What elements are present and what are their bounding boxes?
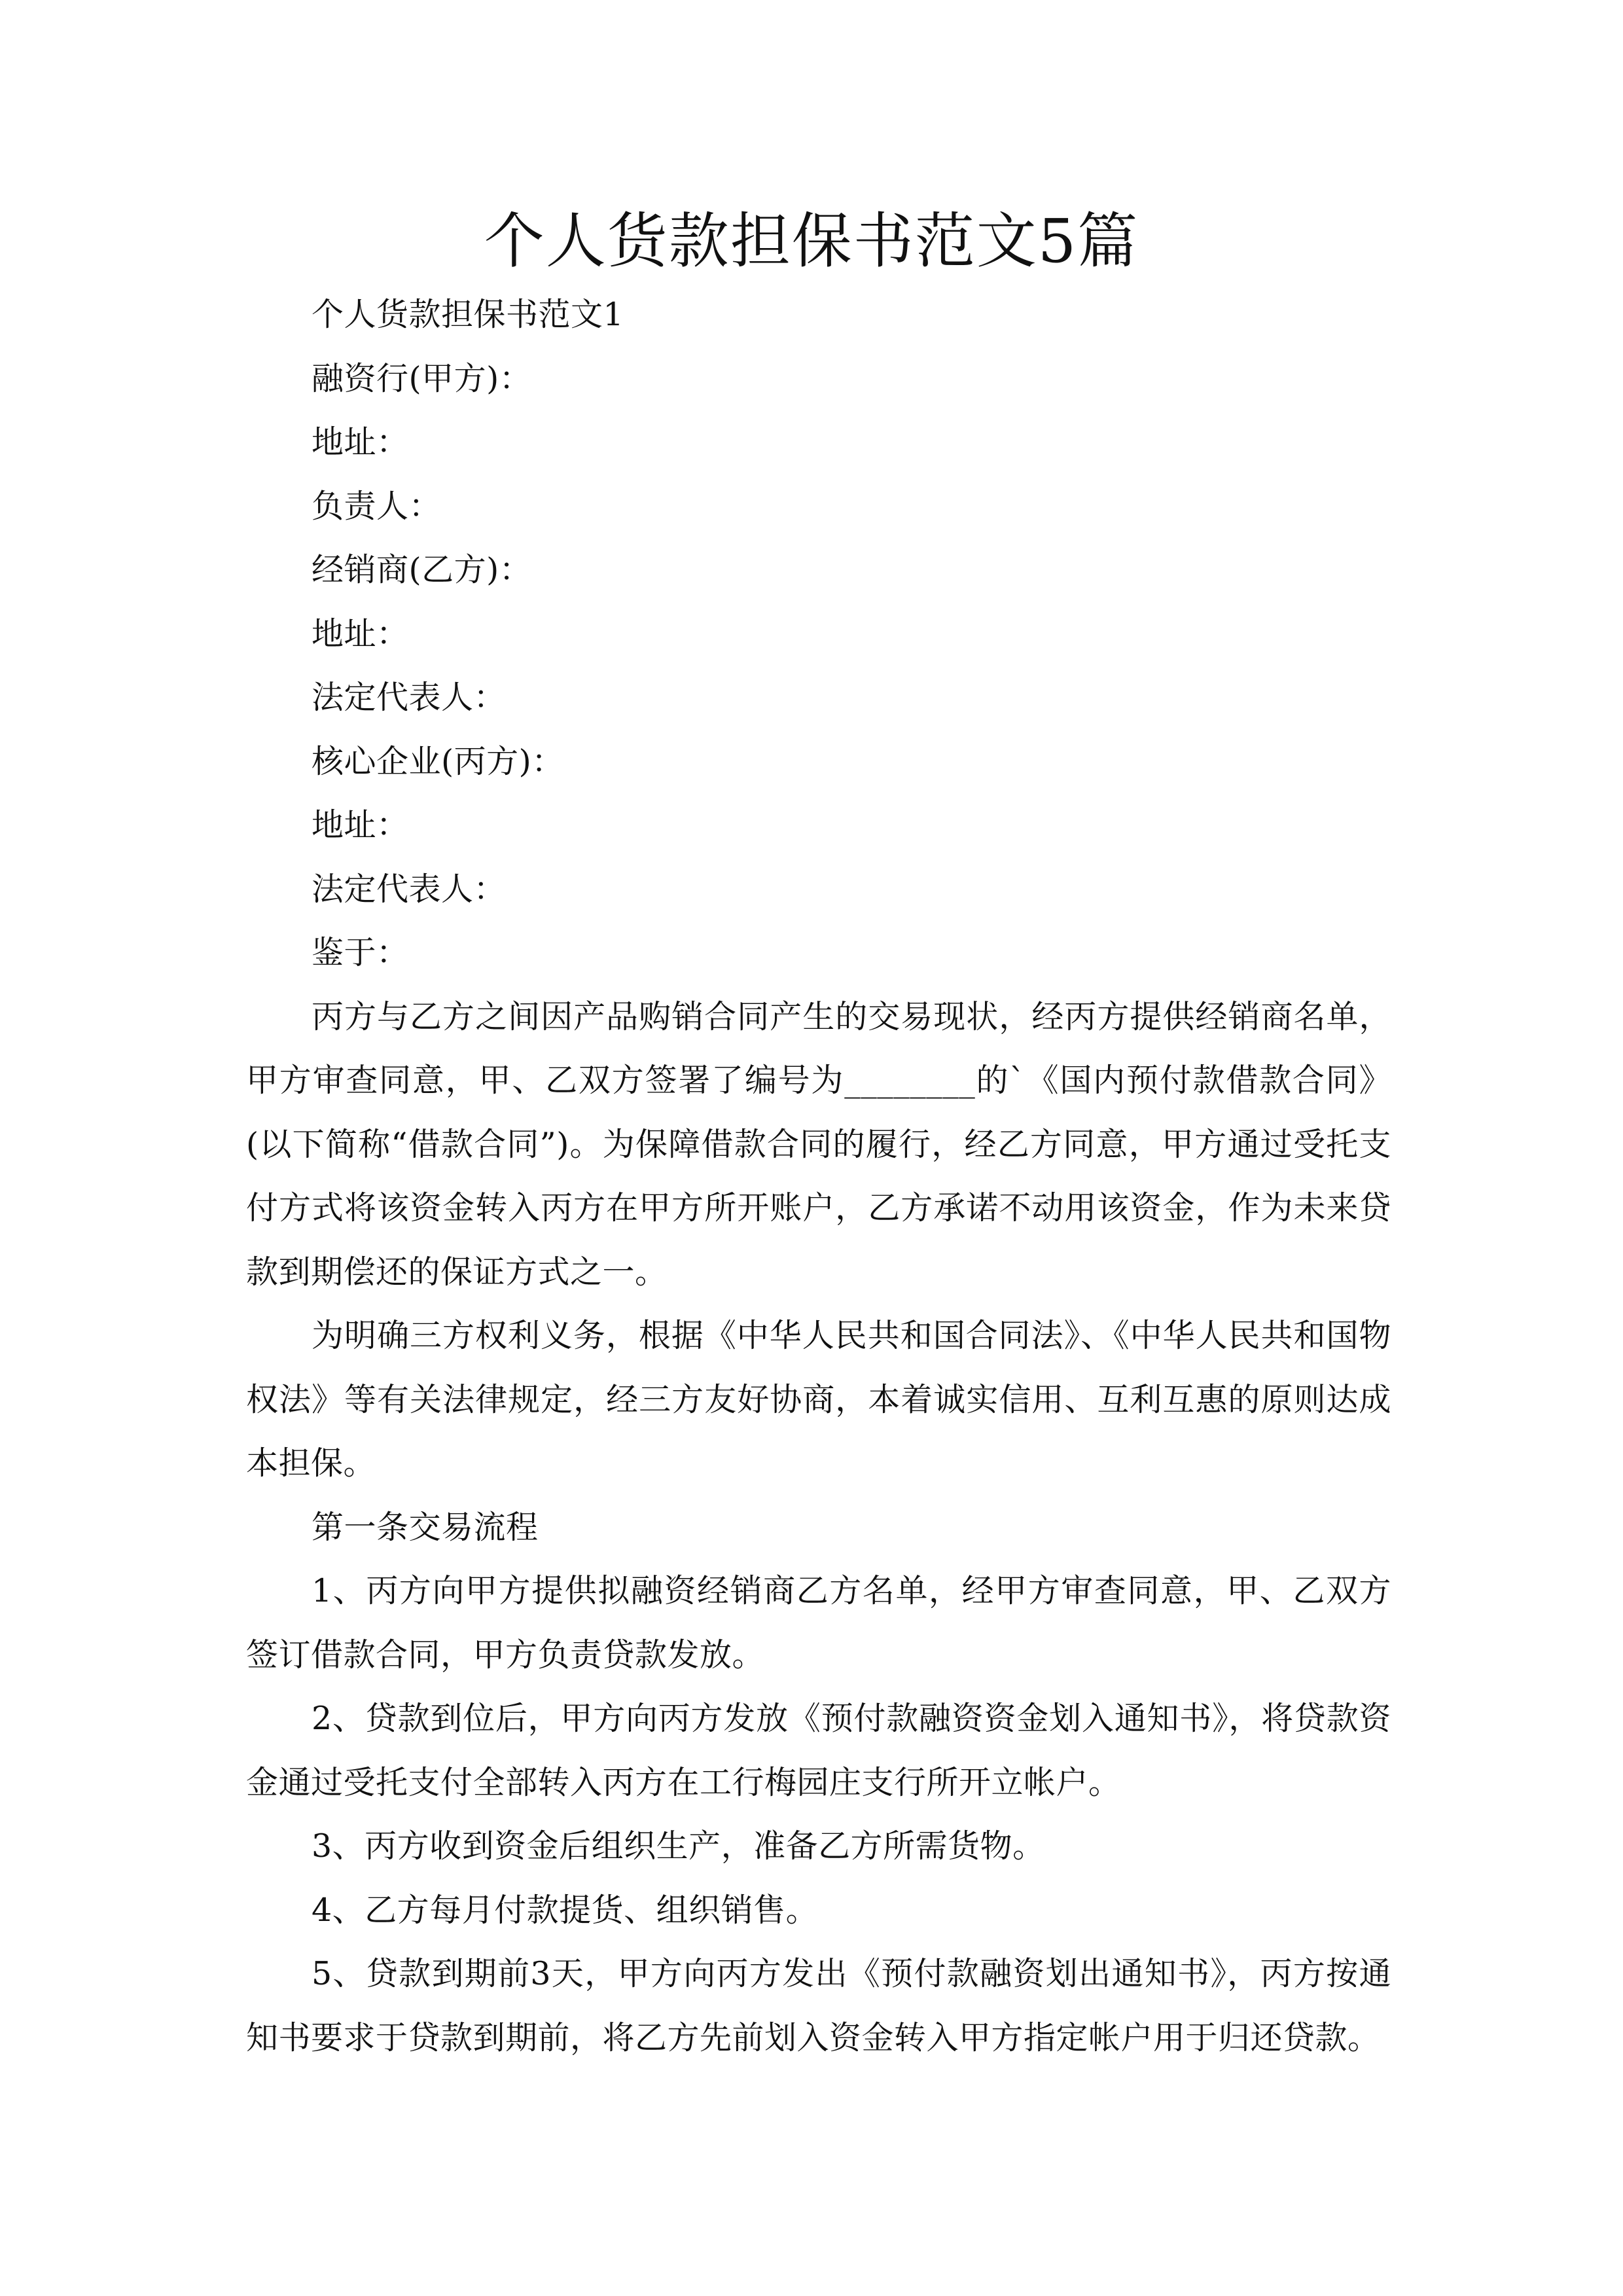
- paragraph: 丙方与乙方之间因产品购销合同产生的交易现状，经丙方提供经销商名单，甲方审查同意，甲、乙双方签署了编号为________的`《国内预付款借款合同》(以下简称“借款合同”)。为保障借款合同的履行，经乙方同意，甲方通过受托支付方式将该资金转入丙方在甲方所开账户，乙方承诺不动用该资金，作为未来贷款到期偿还的保证方式之一。: [246, 997, 1391, 1291]
- list-item: 3、丙方收到资金后组织生产，准备乙方所需货物。: [312, 1827, 1045, 1865]
- party-c-label: 核心企业(丙方)：: [312, 742, 564, 780]
- whereas-label: 鉴于：: [312, 934, 409, 971]
- party-c-representative: 法定代表人：: [312, 870, 507, 908]
- list-item: 2、贷款到位后，甲方向丙方发放《预付款融资资金划入通知书》，将贷款资金通过受托支付全部转入丙方在工行梅园庄支行所开立帐户。: [246, 1700, 1391, 1801]
- paragraph: 为明确三方权利义务，根据《中华人民共和国合同法》、《中华人民共和国物权法》等有关法律规定，经三方友好协商，本着诚实信用、互利互惠的原则达成本担保。: [246, 1317, 1391, 1482]
- party-b-address: 地址：: [312, 615, 409, 653]
- party-a-responsible: 负责人：: [312, 487, 442, 525]
- document-title: 个人货款担保书范文5篇: [484, 206, 1139, 276]
- list-item: 1、丙方向甲方提供拟融资经销商乙方名单，经甲方审查同意，甲、乙双方签订借款合同，甲方负责贷款发放。: [246, 1572, 1391, 1674]
- list-item: 5、贷款到期前3天，甲方向丙方发出《预付款融资划出通知书》，丙方按通知书要求于贷款到期前，将乙方先前划入资金转入甲方指定帐户用于归还贷款。: [246, 1955, 1391, 2056]
- party-b-representative: 法定代表人：: [312, 679, 507, 716]
- article-heading: 第一条交易流程: [312, 1508, 539, 1546]
- party-b-label: 经销商(乙方)：: [312, 551, 532, 588]
- section-heading: 个人货款担保书范文1: [312, 296, 624, 333]
- party-a-address: 地址：: [312, 423, 409, 461]
- party-c-address: 地址：: [312, 806, 409, 844]
- document-body: [246, 283, 1391, 2070]
- party-a-label: 融资行(甲方)：: [312, 359, 532, 397]
- list-item: 4、乙方每月付款提货、组织销售。: [312, 1891, 819, 1929]
